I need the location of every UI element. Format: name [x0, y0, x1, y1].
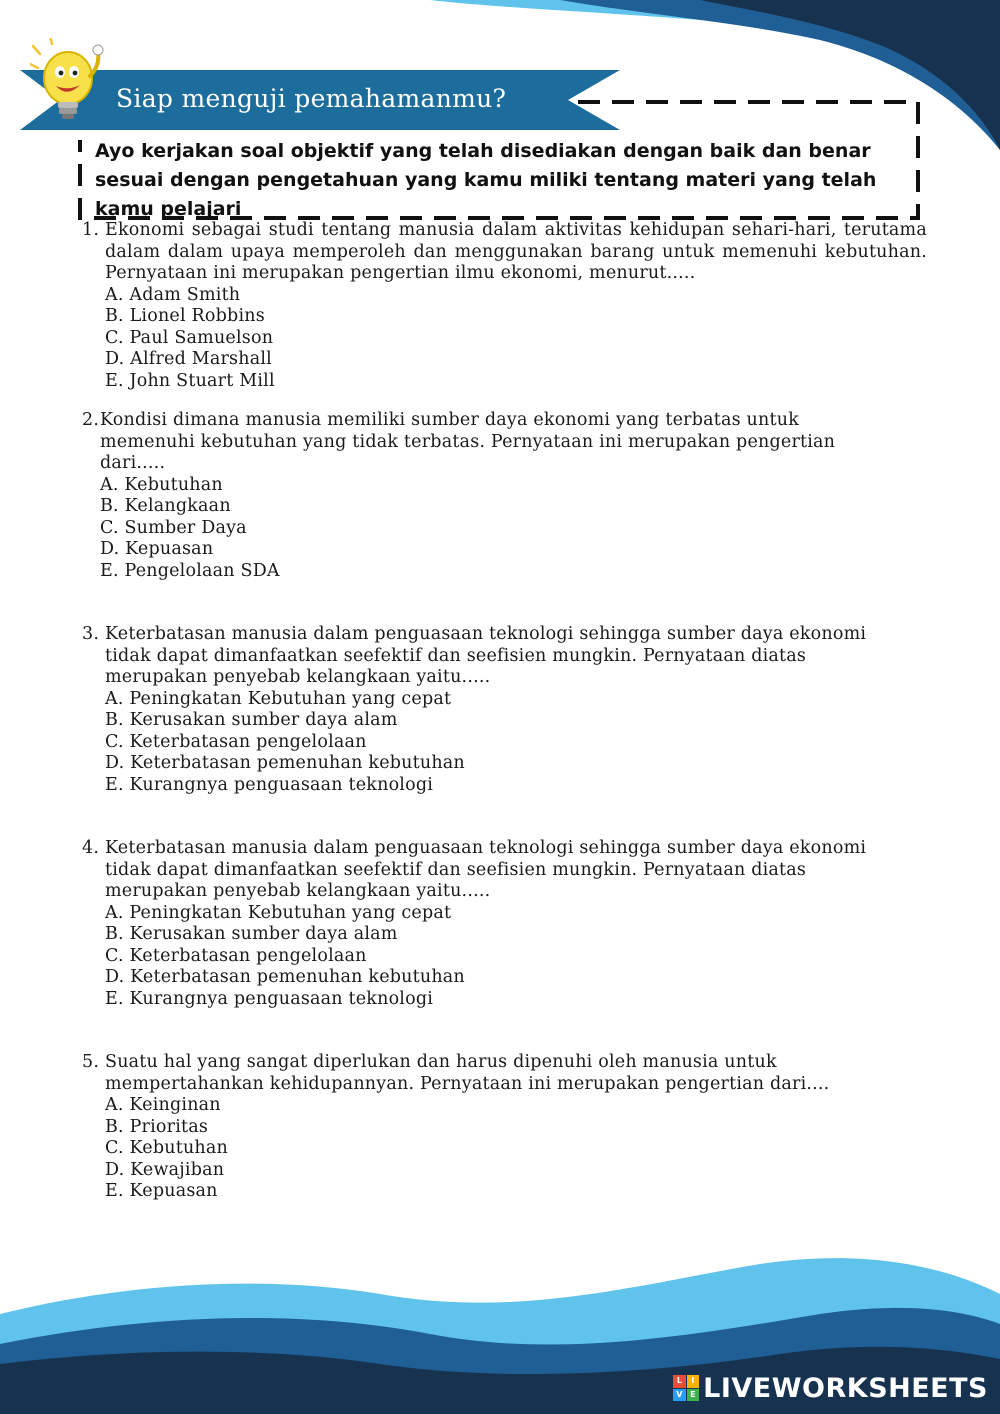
question-text	[82, 838, 902, 903]
logo-letter-e: E	[687, 1389, 700, 1402]
brand-name: LIVEWORKSHEETS	[703, 1372, 988, 1404]
answer-option-c[interactable]: C. Paul Samuelson	[105, 327, 274, 348]
answer-option-d[interactable]: D. Alfred Marshall	[105, 349, 272, 369]
question-body: Keterbatasan manusia dalam penguasaan teknologi sehingga sumber daya ekonomi tidak dapat dimanfaatkan seefektif dan seefisien mungkin. Pernyataan diatas merupakan penyebab kelangkaan yaitu.....	[105, 624, 867, 687]
answer-option-b[interactable]: B. Kelangkaan	[100, 496, 231, 516]
question-text	[82, 1052, 882, 1095]
answer-option-e[interactable]: E. John Stuart Mill	[105, 370, 275, 391]
question-body: Ekonomi sebagai studi tentang manusia dalam aktivitas kehidupan sehari-hari, terutama dalam dalam upaya memperoleh dan menggunakan barang untuk memenuhi kebutuhan. Pernyataan ini merupakan pengertian ilmu ekonomi, menurut.....	[105, 220, 927, 283]
question-number: 4.	[82, 838, 100, 858]
answer-option-a[interactable]: A. Adam Smith	[105, 284, 241, 305]
answer-option-b[interactable]: B. Kerusakan sumber daya alam	[105, 924, 398, 944]
question-body: Kondisi dimana manusia memiliki sumber daya ekonomi yang terbatas untuk memenuhi kebutuhan yang tidak terbatas. Pernyataan ini merupakan pengertian dari.....	[100, 410, 836, 473]
question-number: 1.	[82, 220, 100, 240]
question-body: Suatu hal yang sangat diperlukan dan harus dipenuhi oleh manusia untuk mempertahankan kehidupannyan. Pernyataan ini merupakan pengertian dari....	[105, 1052, 830, 1094]
question-body: Keterbatasan manusia dalam penguasaan teknologi sehingga sumber daya ekonomi tidak dapat dimanfaatkan seefektif dan seefisien mungkin. Pernyataan diatas merupakan penyebab kelangkaan yaitu.....	[105, 838, 867, 901]
answer-option-e[interactable]: E. Kurangnya penguasaan teknologi	[105, 774, 434, 795]
answer-option-b[interactable]: B. Kerusakan sumber daya alam	[105, 710, 398, 730]
answer-option-e[interactable]: E. Pengelolaan SDA	[100, 560, 280, 581]
question-number: 2.	[82, 410, 100, 430]
answer-option-d[interactable]: D. Keterbatasan pemenuhan kebutuhan	[105, 967, 465, 987]
question-text	[82, 220, 927, 285]
logo-letter-i: I	[687, 1375, 700, 1388]
answer-option-a[interactable]: A. Keinginan	[105, 1095, 221, 1115]
answer-option-b[interactable]: B. Lionel Robbins	[105, 306, 265, 326]
answer-option-d[interactable]: D. Kepuasan	[100, 539, 214, 559]
logo-letter-v: V	[673, 1389, 686, 1402]
question-text	[82, 624, 902, 689]
answer-option-c[interactable]: C. Sumber Daya	[100, 517, 247, 538]
logo-letter-l: L	[673, 1375, 686, 1388]
liveworksheets-logo-icon	[673, 1375, 699, 1401]
answer-option-a[interactable]: A. Peningkatan Kebutuhan yang cepat	[105, 688, 452, 709]
liveworksheets-brand	[673, 1370, 988, 1406]
answer-option-c[interactable]: C. Keterbatasan pengelolaan	[105, 731, 367, 752]
answer-option-c[interactable]: C. Kebutuhan	[105, 1138, 229, 1158]
page-title: Siap menguji pemahamanmu?	[116, 84, 507, 113]
answer-option-d[interactable]: D. Keterbatasan pemenuhan kebutuhan	[105, 753, 465, 773]
question-1	[82, 220, 927, 392]
question-2	[82, 410, 882, 582]
answer-option-c[interactable]: C. Keterbatasan pengelolaan	[105, 945, 367, 966]
question-4	[82, 838, 902, 1010]
question-3	[82, 624, 902, 796]
answer-option-e[interactable]: E. Kepuasan	[105, 1181, 218, 1201]
answer-option-e[interactable]: E. Kurangnya penguasaan teknologi	[105, 988, 434, 1009]
answer-option-b[interactable]: B. Prioritas	[105, 1116, 209, 1137]
question-5	[82, 1052, 882, 1203]
instruction-text: Ayo kerjakan soal objektif yang telah disediakan dengan baik dan benar sesuai dengan pengetahuan yang kamu miliki tentang materi yang telah kamu pelajari	[95, 140, 877, 220]
question-number: 3.	[82, 624, 100, 644]
answer-option-a[interactable]: A. Kebutuhan	[100, 474, 223, 495]
answer-option-d[interactable]: D. Kewajiban	[105, 1159, 225, 1180]
answer-option-a[interactable]: A. Peningkatan Kebutuhan yang cepat	[105, 902, 452, 923]
question-text	[82, 410, 882, 475]
question-number: 5.	[82, 1052, 100, 1072]
